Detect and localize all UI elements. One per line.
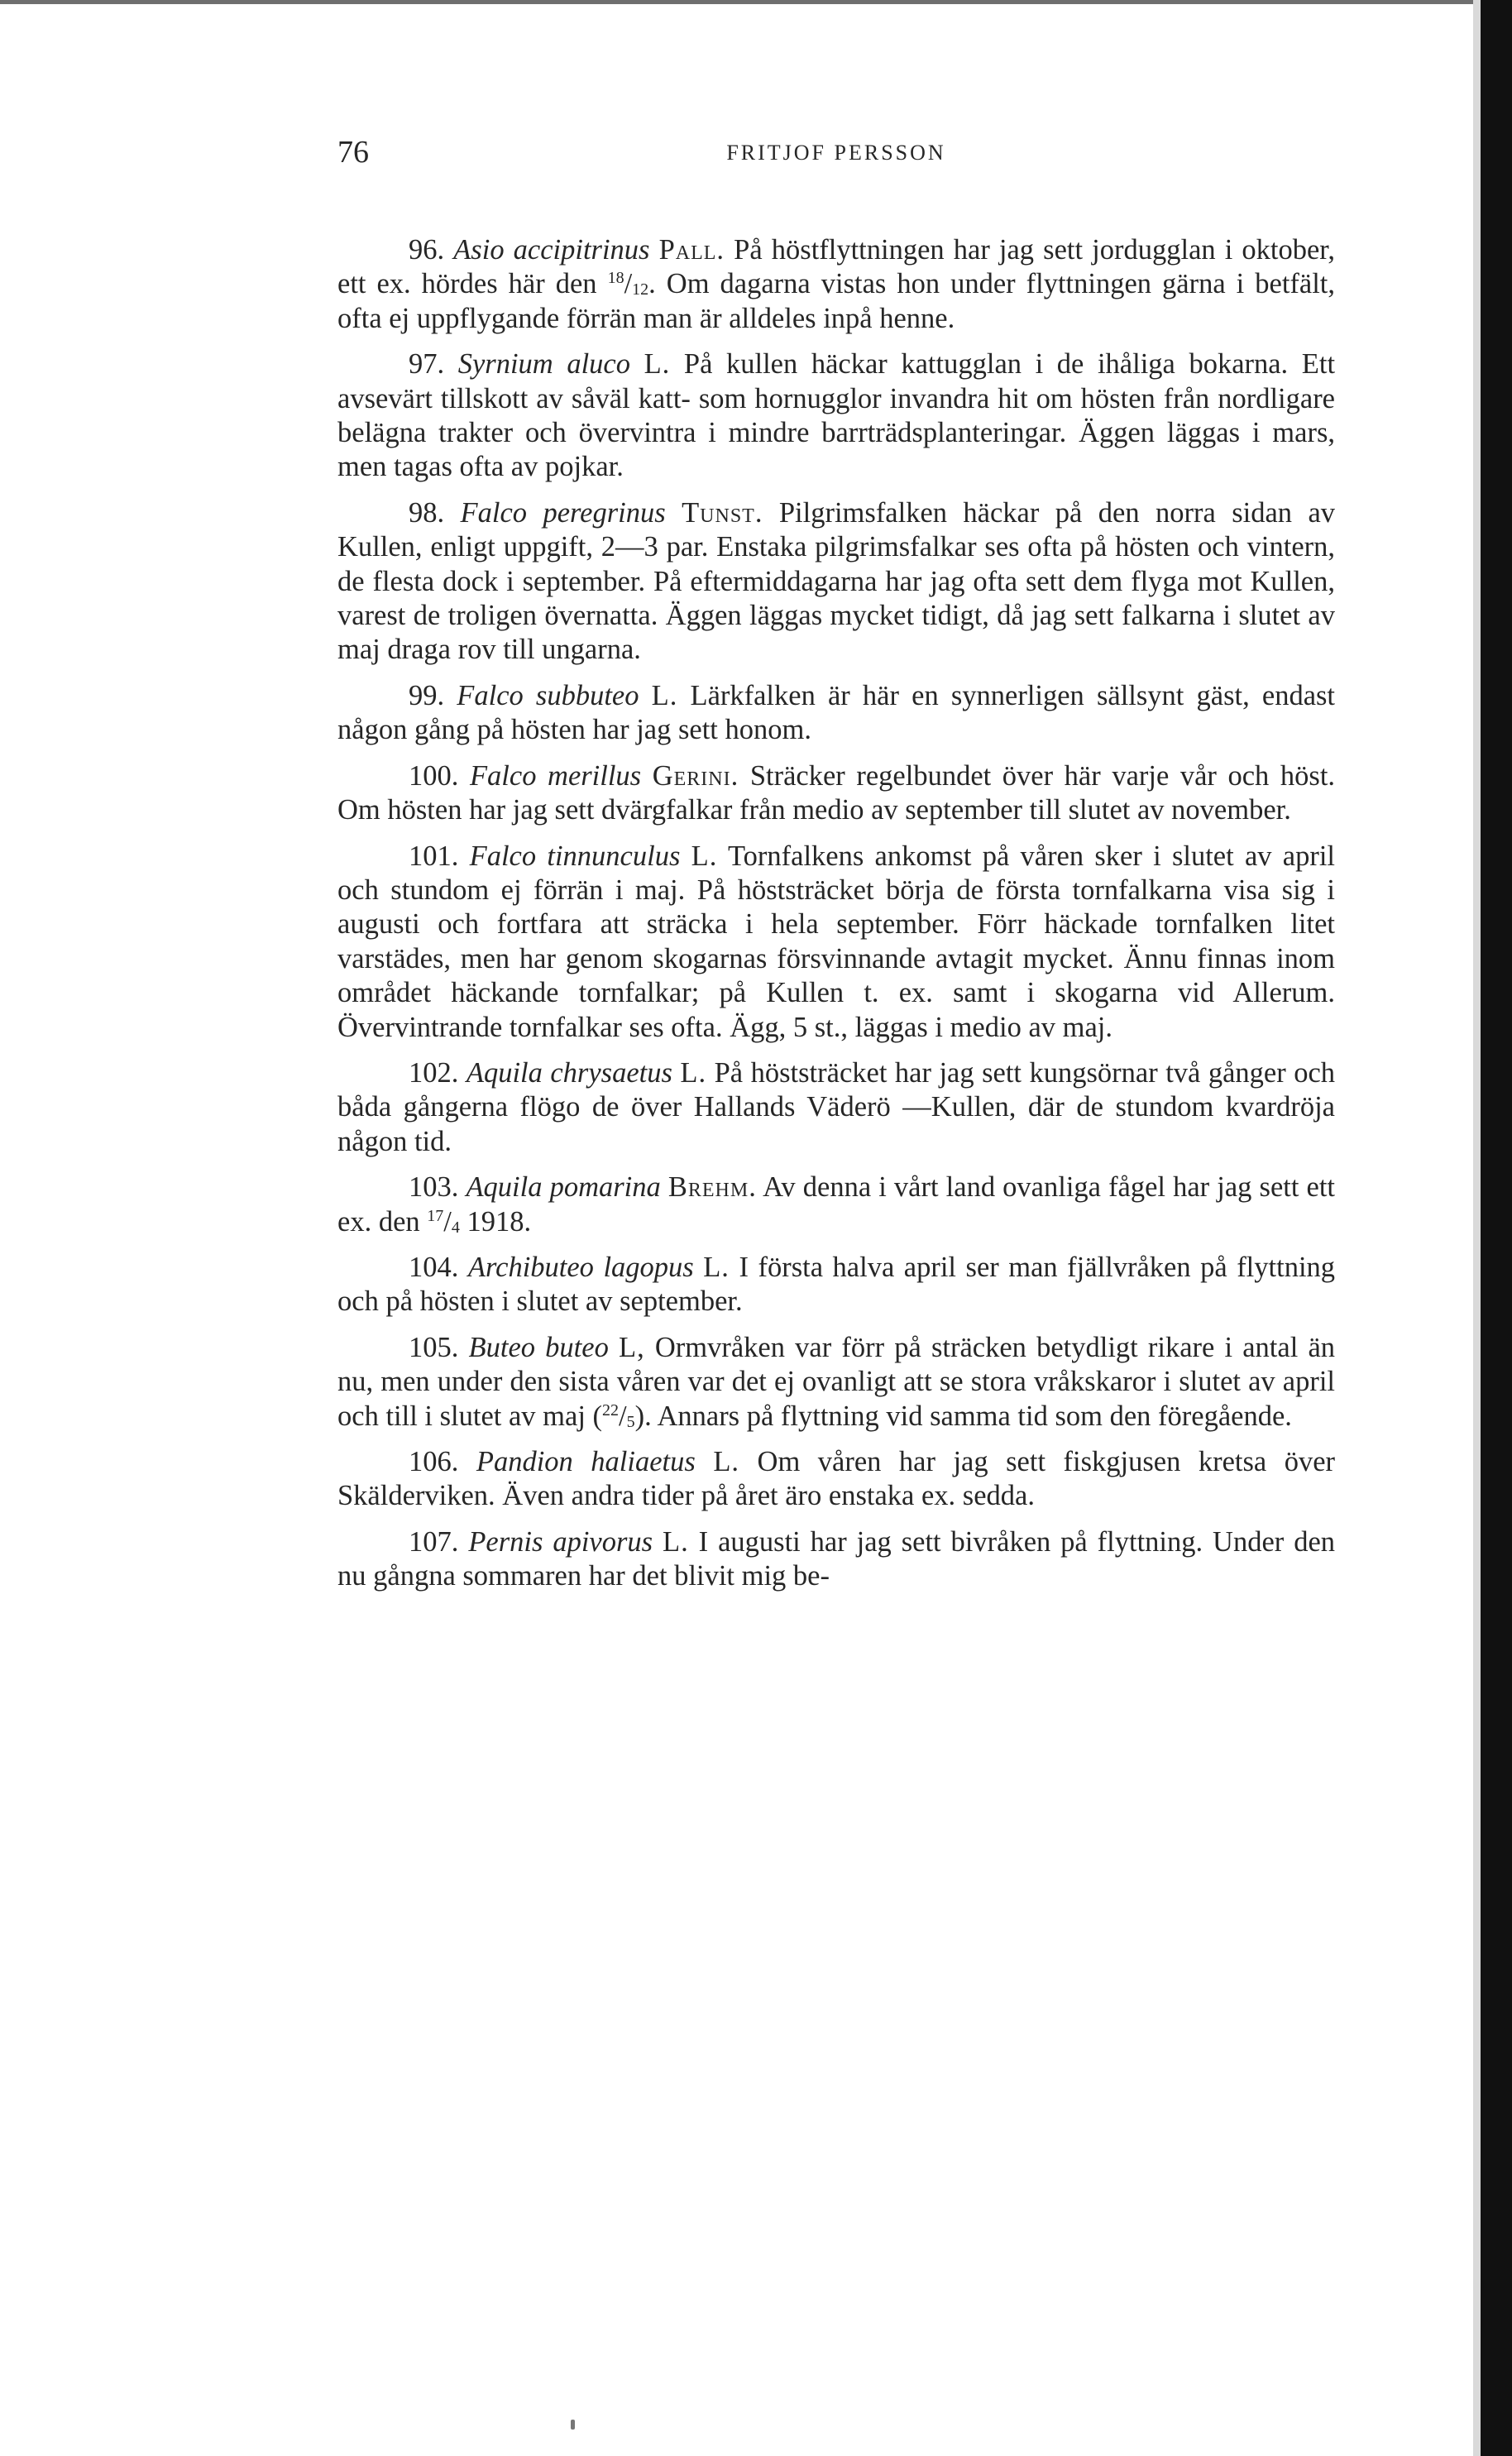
- species-latin-name: Archibuteo lagopus: [467, 1251, 694, 1283]
- entry-number: 105.: [409, 1331, 459, 1363]
- species-latin-name: Aquila pomarina: [466, 1171, 661, 1204]
- species-authority: L.: [713, 1446, 740, 1477]
- entry-text: I första halva april ser man fjällvråken på flyttning och på hösten i slutet av september.: [337, 1251, 1336, 1318]
- species-latin-name: Pandion haliaetus: [476, 1446, 696, 1477]
- date-day: 18: [607, 269, 624, 288]
- entry-text: Ormvråken var förr på sträcken betydligt rikare i antal än nu, men under den sista våren var det ej ovanligt att se stora vråkskaror i slutet av april och till i slutet av maj (: [337, 1331, 1336, 1432]
- running-head: [337, 132, 1335, 182]
- entry-number: 104.: [409, 1251, 459, 1283]
- date-month: 5: [626, 1412, 635, 1431]
- species-latin-name: Falco tinnunculus: [469, 840, 681, 872]
- entry-number: 100.: [409, 759, 459, 792]
- entry-number: 98.: [409, 496, 445, 529]
- species-authority: Gerini.: [652, 759, 739, 792]
- species-authority: L.: [644, 348, 671, 381]
- species-authority: Brehm.: [667, 1171, 757, 1204]
- species-entries: [337, 233, 1335, 1594]
- entry-number: 97.: [409, 348, 445, 381]
- species-authority: Tunst.: [682, 496, 763, 529]
- entry-99: [337, 679, 1335, 748]
- species-latin-name: Syrnium aluco: [457, 348, 630, 381]
- entry-104: [337, 1251, 1335, 1319]
- entry-text: Tornfalkens ankomst på våren sker i slutet av april och stundom ej förrän i maj. På höststräcket börja de första tornfalkarna visa sig i augusti och fortfara att sträcka i hela september. Förr häckade tornfalken litet varstädes, men har genom skogarnas försvinnande avtagit mycket. Ännu finnas inom området häckande tornfalkar; på Kullen t. ex. samt i skogarna vid Allerum. Övervintrande tornfalkar ses ofta. Ägg, 5 st., läggas i medio av maj.: [337, 840, 1336, 1043]
- species-authority: L,: [619, 1331, 645, 1363]
- entry-103: 103. Aquila pomarina Brehm. Av denna i vårt land ovanliga fågel har jag sett ett ex. den $^{17}/_4$ 1918.: [337, 1171, 1336, 1238]
- date-month: 12: [632, 280, 649, 299]
- entry-text: Pilgrimsfalken häckar på den norra sidan av Kullen, enligt uppgift, 2—3 par. Enstaka pilgrimsfalkar ses ofta på hösten och vintern, de flesta dock i september. På eftermiddagarna har jag ofta sett dem flyga mot Kullen, varest de troligen övernatta. Äggen läggas mycket tidigt, då jag sett falkarna i slutet av maj draga rov till ungarna.: [337, 496, 1336, 666]
- date-day: 22: [602, 1400, 620, 1420]
- date-month: 4: [451, 1218, 460, 1237]
- entry-number: 103.: [409, 1171, 459, 1204]
- entry-101: [337, 840, 1335, 1045]
- entry-100: [337, 759, 1335, 828]
- species-authority: L.: [663, 1525, 689, 1558]
- entry-107: [337, 1525, 1335, 1594]
- entry-106: [337, 1445, 1335, 1514]
- entry-105: 105. Buteo buteo L, Ormvråken var förr på sträcken betydligt rikare i antal än nu, men under den sista våren var det ej ovanligt att se stora vråkskaror i slutet av april och till i slutet av maj $(^{22}/_5)$. Annars på flyttning vid samma tid som den föregående.: [337, 1331, 1336, 1432]
- entry-number: 106.: [409, 1446, 459, 1477]
- book-page: [337, 132, 1335, 1606]
- entry-text: Om våren har jag sett fiskgjusen kretsa över Skälderviken. Även andra tider på året äro enstaka ex. sedda.: [337, 1446, 1336, 1512]
- date-day: 17: [427, 1206, 444, 1225]
- entry-number: 102.: [409, 1056, 459, 1089]
- entry-number: 99.: [409, 679, 445, 711]
- entry-97: [337, 347, 1335, 485]
- entry-text-continued: ). Annars på flyttning vid samma tid som den föregående.: [634, 1400, 1292, 1432]
- entry-text: Av denna i vårt land ovanliga fågel har jag sett ett ex. den: [337, 1171, 1336, 1238]
- entry-text-continued: 1918.: [459, 1205, 532, 1238]
- scan-speck: [571, 2420, 575, 2430]
- entry-98: [337, 496, 1335, 668]
- species-latin-name: Aquila chrysaetus: [466, 1056, 672, 1089]
- species-authority: L.: [651, 679, 678, 711]
- entry-number: 96.: [409, 234, 445, 266]
- species-authority: Pall.: [658, 234, 725, 266]
- entry-text: I augusti har jag sett bivråken på flyttning. Under den nu gångna sommaren har det blivit mig be-: [337, 1525, 1336, 1592]
- entry-number: 101.: [409, 840, 459, 872]
- page-number: 76: [337, 135, 369, 170]
- species-latin-name: Pernis apivorus: [468, 1525, 653, 1558]
- species-authority: L.: [703, 1251, 730, 1283]
- entry-102: [337, 1056, 1335, 1159]
- species-latin-name: Falco subbuteo: [457, 679, 639, 711]
- species-authority: L.: [680, 1056, 707, 1089]
- running-title: FRITJOF PERSSON: [726, 141, 946, 165]
- entry-text: På höstflyttningen har jag sett jordugglan i oktober, ett ex. hördes här den: [337, 234, 1336, 300]
- species-latin-name: Buteo buteo: [468, 1331, 609, 1363]
- scan-top-border: [0, 0, 1489, 4]
- entry-text: Lärkfalken är här en synnerligen sällsynt gäst, endast någon gång på hösten har jag sett honom.: [337, 679, 1336, 746]
- entry-text: Sträcker regelbundet över här varje vår och höst. Om hösten har jag sett dvärgfalkar från medio av september till slutet av november.: [337, 759, 1336, 826]
- species-latin-name: Falco peregrinus: [460, 496, 666, 529]
- species-latin-name: Falco merillus: [469, 759, 642, 792]
- species-authority: L.: [691, 840, 718, 872]
- entry-text-continued: . Om dagarna vistas hon under flyttningen gärna i betfält, ofta ej uppflygande förrän man är alldeles inpå henne.: [337, 268, 1336, 334]
- entry-96: 96. Asio accipitrinus Pall. På höstflyttningen har jag sett jordugglan i oktober, ett ex. hördes här den $^{18}/_{12}$. Om dagarna vistas hon under flyttningen gärna i betfält, ofta ej uppflygande förrän man är alldeles inpå henne.: [337, 234, 1336, 334]
- entry-number: 107.: [409, 1525, 459, 1558]
- entry-text: På höststräcket har jag sett kungsörnar två gånger och båda gångerna flögo de över Hallands Väderö —Kullen, där de stundom kvardröja någon tid.: [337, 1056, 1336, 1157]
- scan-right-border: [1481, 0, 1512, 2456]
- species-latin-name: Asio accipitrinus: [453, 234, 650, 266]
- entry-text: På kullen häckar kattugglan i de ihåliga bokarna. Ett avsevärt tillskott av såväl katt- som hornugglor invandra hit om hösten från nordligare belägna trakter och övervintra i mindre barrträdsplanteringar. Äggen läggas i mars, men tagas ofta av pojkar.: [337, 348, 1336, 483]
